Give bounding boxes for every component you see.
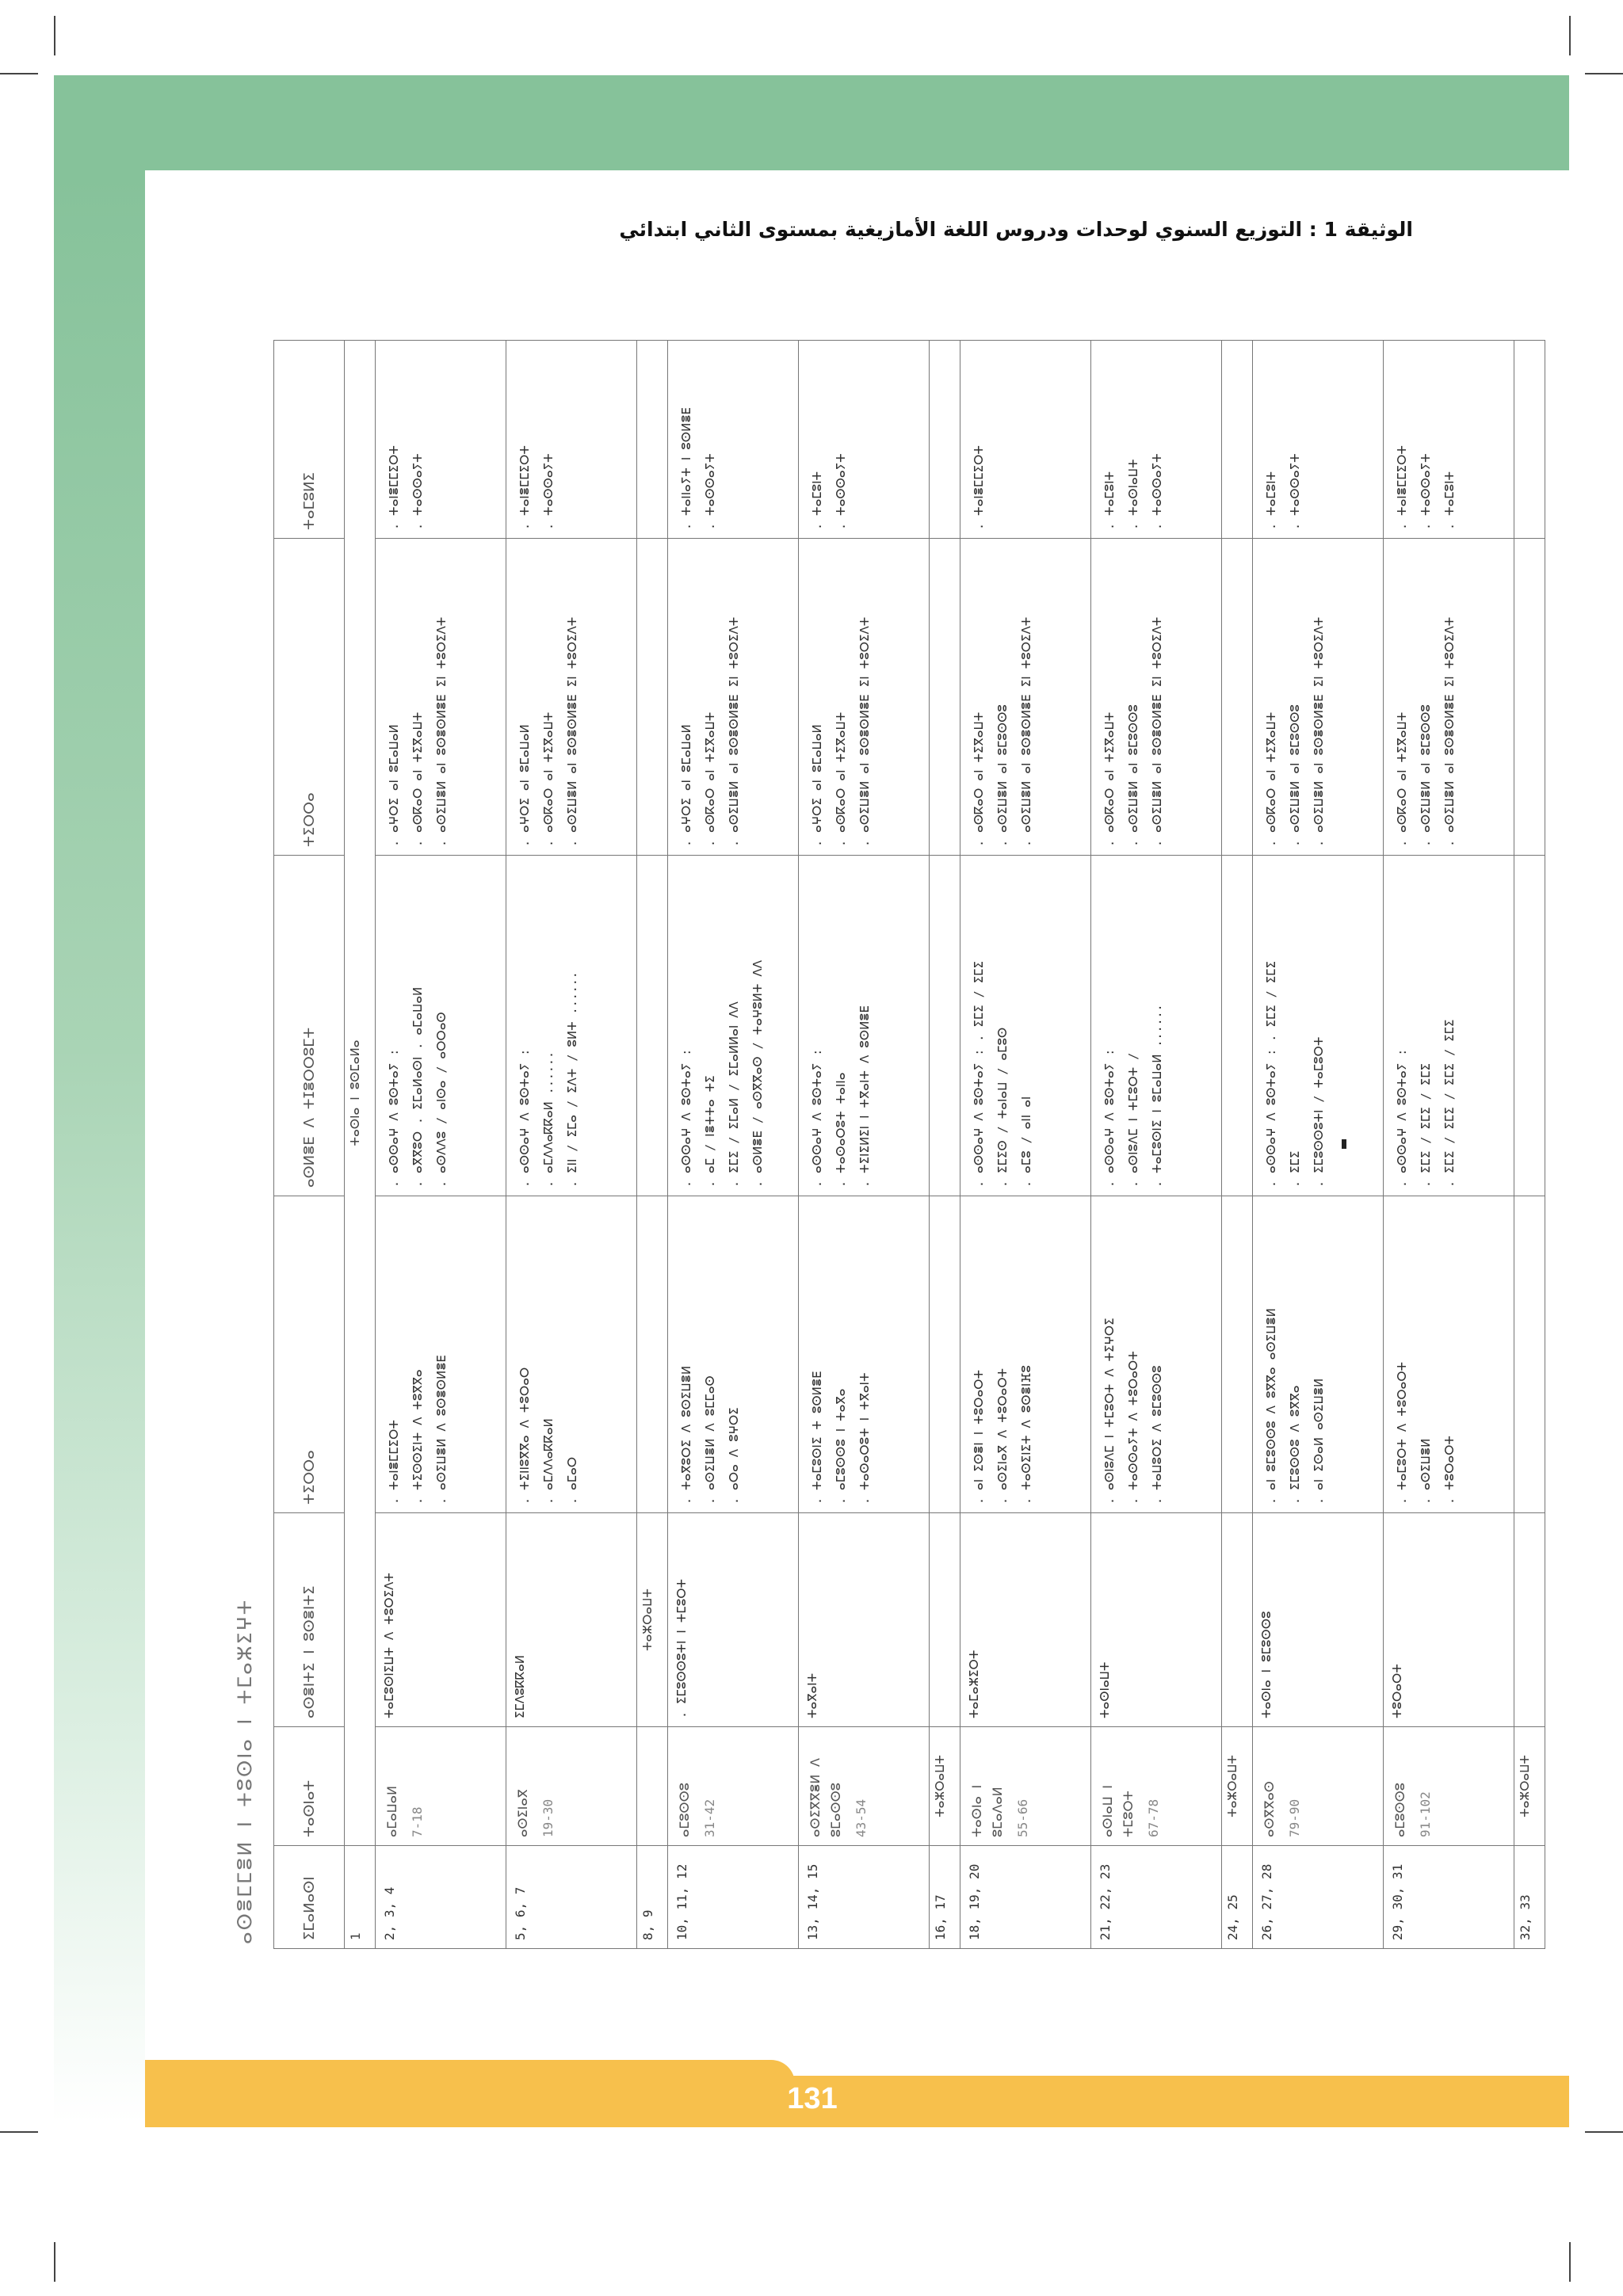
review-cell: ⵜⴰⵣⵔⴰⵡⵜ bbox=[1222, 1727, 1253, 1846]
module-pages: 19-30 bbox=[540, 1798, 556, 1837]
crop-mark-top-left-h bbox=[0, 73, 38, 74]
grammar-cell bbox=[1091, 856, 1222, 1196]
module-pages: 7-18 bbox=[410, 1806, 425, 1837]
side-green-band bbox=[54, 170, 145, 2123]
grammar-item: . ⵉⵏⵏ / ⵉⵎⴰ / ⵉⴷⵜ / ⵓⵍⵜ ...... bbox=[565, 971, 579, 1188]
reading-item: . ⴰⵙⴽⴰⵔ ⴰⵏ ⵜⵉⴳⴰⵡⵜ bbox=[1264, 711, 1278, 847]
reading-item: . ⴰⵙⵉⵡⴻⵍ ⴰⵏ ⵓⵙⴻⵙⵍⴻⴹ ⵉⵏ ⵜⵓⵔⵉⴷⵜ bbox=[565, 616, 579, 847]
grammar-item: . ⴰⵙⵙⴰⵖ ⴷ ⵓⵙⵜⴰⵢ : bbox=[1102, 1048, 1117, 1188]
module-cell bbox=[1384, 1727, 1514, 1846]
reading-item: . ⴰⵙⵉⵡⴻⵍ ⴰⵏ ⵓⵙⴻⵙⵍⴻⴹ ⵉⵏ ⵜⵓⵔⵉⴷⵜ bbox=[1312, 616, 1326, 847]
values-cell bbox=[799, 341, 930, 539]
values-cell bbox=[506, 341, 637, 539]
grammar-item: . ⴰⵙⵙⴰⵖ ⴷ ⵓⵙⵜⴰⵢ : bbox=[810, 1048, 824, 1188]
grammar-cell bbox=[1253, 856, 1384, 1196]
reading-cell bbox=[799, 539, 930, 856]
review-cell bbox=[930, 1196, 960, 1513]
review-cell: ⵜⴰⵣⵔⴰⵡⵜ bbox=[930, 1727, 960, 1846]
grammar-item: . ⴰⵙⵙⴰⵖ ⴷ ⵓⵙⵜⴰⵢ : . ⵉⵎⵉ / ⵉⵎⵉ bbox=[972, 961, 986, 1188]
week-cell: 8, 9 bbox=[637, 1846, 668, 1949]
reading-item: . ⴰⵖⵔⵉ ⴰⵏ ⵓⵎⴰⵡⴰⵍ bbox=[517, 724, 532, 847]
skill-item: . ⴰⵏ ⵉⵙⴻⵏ ⵏ ⵜⵓⵔⴰⵔⵜ bbox=[972, 1369, 986, 1505]
week-cell: 18, 19, 20 bbox=[960, 1846, 1091, 1949]
values-cell bbox=[668, 341, 799, 539]
distribution-table bbox=[273, 340, 1545, 1949]
module-name: ⴰⵎⵓⵙⵙⵓ bbox=[677, 1783, 692, 1837]
lesson-cell: ⵜⴰⵎⵓⵙⵏⵉⵡⵜ ⴷ ⵜⵓⵔⵉⴷⵜ bbox=[376, 1513, 506, 1727]
skill-item: . ⴰⵏ ⵓⵎⵓⵙⵙⵓ ⴷ ⵓⴳⴳⴰ ⴰⵙⵉⵡⴻⵍ bbox=[1264, 1308, 1278, 1505]
grammar-item: . ⵉⵎⵉⵙ / ⵜⴰⵏⴰⵡ / ⴰⵎⵓⵙ bbox=[995, 1027, 1010, 1188]
crop-mark-top-right-h bbox=[1585, 73, 1623, 74]
skill-item: . ⵜⴰⵎⵓⵔⵜ ⴷ ⵜⵓⵔⴰⵔⵜ bbox=[1395, 1361, 1409, 1505]
review-cell bbox=[930, 856, 960, 1196]
skills-cell bbox=[1384, 1196, 1514, 1513]
grammar-item: . ⵉⵎⵉ bbox=[1288, 1150, 1302, 1188]
review-cell bbox=[637, 856, 668, 1196]
reading-item: . ⴰⵙⵉⵡⴻⵍ ⴰⵏ ⵓⵙⴻⵙⵍⴻⴹ ⵉⵏ ⵜⵓⵔⵉⴷⵜ bbox=[727, 616, 741, 847]
module-cell bbox=[960, 1727, 1091, 1846]
skill-item: . ⵜⴰⵙⵉⵏⵉⵜ ⴷ ⵓⵙⴻⵏⴼⵓ bbox=[1019, 1365, 1033, 1505]
review-cell bbox=[1514, 856, 1545, 1196]
value-item: . ⵜⴰⵙⵙⴰⵢⵜ bbox=[1150, 453, 1164, 530]
values-cell bbox=[1091, 341, 1222, 539]
reading-item: . ⴰⵙⵉⵡⴻⵍ ⴰⵏ ⵓⵙⴻⵙⵍⴻⴹ ⵉⵏ ⵜⵓⵔⵉⴷⵜ bbox=[434, 616, 449, 847]
skill-item: . ⵜⴰⵙⴰⵔⵓⵜ ⵏ ⵜⴳⴰⵏⵜ bbox=[857, 1372, 872, 1505]
review-cell bbox=[1514, 1196, 1545, 1513]
skills-cell bbox=[960, 1196, 1091, 1513]
grammar-item: . ⴰⵎⵓ / ⴰⵏⵏ ⴰⵏ bbox=[1019, 1096, 1033, 1188]
review-cell bbox=[1222, 1513, 1253, 1727]
review-cell bbox=[637, 539, 668, 856]
header-weeks: ⵉⵎⴰⵍⴰⵙⵏ bbox=[274, 1846, 345, 1949]
header-module: ⵜⴰⵙⵏⴰⵜ bbox=[274, 1727, 345, 1846]
reading-item: . ⴰⵙⴽⴰⵔ ⴰⵏ ⵜⵉⴳⴰⵡⵜ bbox=[972, 711, 986, 847]
skill-item: . ⴰⵙⵉⵏⴰⴳ ⴷ ⵜⵓⵔⴰⵔⵜ bbox=[995, 1367, 1010, 1505]
week-cell: 24, 25 bbox=[1222, 1846, 1253, 1949]
skill-item: . ⴰⵙⵏⵓⴷⵎ ⵏ ⵜⵎⵓⵔⵜ ⴷ ⵜⵉⵖⵔⵉ bbox=[1102, 1318, 1117, 1505]
value-item: . ⵜⴰⵙⵏⴰⵡⵜ bbox=[1126, 459, 1140, 530]
module-name: ⴰⵙⴳⴳⴰⵙ bbox=[1262, 1781, 1277, 1837]
reading-item: . ⴰⵙⴽⴰⵔ ⴰⵏ ⵜⵉⴳⴰⵡⵜ bbox=[1395, 711, 1409, 847]
lesson-cell: ⵜⵓⵔⴰⵔⵜ bbox=[1384, 1513, 1514, 1727]
value-item: . ⵜⴰⵙⵙⴰⵢⵜ bbox=[1419, 453, 1433, 530]
reading-item: . ⴰⵙⵉⵡⴻⵍ ⴰⵏ ⵓⵙⴻⵙⵍⴻⴹ ⵉⵏ ⵜⵓⵔⵉⴷⵜ bbox=[857, 616, 872, 847]
reading-item: . ⴰⵙⵉⵡⴻⵍ ⴰⵏ ⵓⵙⴻⵙⵍⴻⴹ ⵉⵏ ⵜⵓⵔⵉⴷⵜ bbox=[1019, 616, 1033, 847]
review-cell bbox=[930, 341, 960, 539]
lesson-cell: . ⵉⵎⵓⵙⵙⵓⵜⵏ ⵏ ⵜⵎⵓⵔⵜ bbox=[668, 1513, 799, 1727]
reading-item: . ⴰⵙⵉⵡⴻⵍ ⴰⵏ ⵓⵙⴻⵙⵍⴻⴹ ⵉⵏ ⵜⵓⵔⵉⴷⵜ bbox=[1442, 616, 1457, 847]
grammar-cell bbox=[960, 856, 1091, 1196]
skill-item: . ⵜⴰⵎⵓⵙⵏⵉ ⵜ ⵓⵙⵍⴻⴹ bbox=[810, 1371, 824, 1505]
table-row bbox=[668, 341, 799, 1949]
reading-item: . ⴰⵙⵉⵡⴻⵍ ⴰⵏ ⵓⵎⵓⵙⵙⵓ bbox=[1288, 704, 1302, 847]
value-item: . ⵜⴰⵎⵓⵏⵜ bbox=[810, 471, 824, 530]
grammar-item: . ⴰⵙⵏⵓⴷⵎ ⵏ ⵜⵎⵓⵔⵜ / bbox=[1126, 1052, 1140, 1188]
header-reading: ⵜⵉⵔⵔⴰ bbox=[274, 539, 345, 856]
module-pages: 91-102 bbox=[1418, 1791, 1433, 1837]
lesson-cell: ⵉⵎⴷⵓⴽⴽⴰⵍ bbox=[506, 1513, 637, 1727]
module-name: ⴰⵙⵉⴳⴳⴻⵍ ⴷ ⵓⵎⴰⵙⵙⵓ bbox=[808, 1758, 843, 1837]
module-name: ⴰⵎⴰⵡⴰⵍ bbox=[384, 1786, 399, 1837]
grammar-cell bbox=[1384, 856, 1514, 1196]
module-cell bbox=[1091, 1727, 1222, 1846]
skills-cell bbox=[1091, 1196, 1222, 1513]
header-lesson: ⴰⵙⴻⵏⵜⵉ ⵏ ⵓⵙⴻⵏⵜⵉ bbox=[274, 1513, 345, 1727]
crop-mark-bottom-right-v bbox=[1569, 2242, 1571, 2282]
module-cell bbox=[799, 1727, 930, 1846]
module-pages: 55-66 bbox=[1015, 1798, 1030, 1837]
reading-cell bbox=[1384, 539, 1514, 856]
header-values: ⵜⴰⵎⵓⵍⵉ bbox=[274, 341, 345, 539]
review-row bbox=[1222, 341, 1253, 1949]
review-cell bbox=[1222, 1196, 1253, 1513]
value-item: . ⵜⴰⵏⴻⵎⵎⵉⵔⵜ bbox=[1395, 445, 1409, 530]
grammar-item: . ⵜⴰⵎⵓⵙⵏⵉ ⵏ ⵓⵎⴰⵡⴰⵍ ...... bbox=[1150, 1004, 1164, 1188]
reading-item: . ⴰⵙⴽⴰⵔ ⴰⵏ ⵜⵉⴳⴰⵡⵜ bbox=[411, 711, 425, 847]
review-cell bbox=[637, 1727, 668, 1846]
grammar-cell bbox=[668, 856, 799, 1196]
skills-cell bbox=[1253, 1196, 1384, 1513]
module-pages: 31-42 bbox=[702, 1798, 717, 1837]
table-header-row bbox=[274, 341, 345, 1949]
values-cell bbox=[960, 341, 1091, 539]
value-item: . ⵜⴰⵏⵏⴰⵢⵜ ⵏ ⵓⵙⵍⴻⴹ bbox=[679, 406, 693, 530]
week-cell: 10, 11, 12 bbox=[668, 1846, 799, 1949]
reading-item: . ⴰⵙⵉⵡⴻⵍ ⴰⵏ ⵓⵎⵓⵙⵙⵓ bbox=[1126, 704, 1140, 847]
skill-item: . ⴰⵔⴰ ⴷ ⵓⵖⵔⵉ bbox=[727, 1407, 741, 1505]
skill-item: . ⵜⵉⵙⵙⵉⵏⵜ ⴷ ⵜⵓⴳⴳⴰ bbox=[411, 1369, 425, 1505]
review-cell bbox=[1222, 856, 1253, 1196]
table-row bbox=[506, 341, 637, 1949]
page-number: 131 bbox=[787, 2082, 838, 2115]
header-grammar: ⴰⵙⵍⴻⴹ ⴷ ⵜⵊⴻⵔⵔⵓⵎⵜ bbox=[274, 856, 345, 1196]
value-item: . ⵜⴰⵙⵙⴰⵢⵜ bbox=[834, 453, 848, 530]
reading-item: . ⴰⵙⵉⵡⴻⵍ ⴰⵏ ⵓⵎⵓⵙⵙⵓ bbox=[995, 704, 1010, 847]
grammar-item: . ⵉⵎⵉ / ⵉⵎⴰⵍ / ⵉⵎⴰⵍⵍⴰⵏ ⴷⴷ bbox=[727, 1001, 741, 1188]
week-cell: 21, 22, 23 bbox=[1091, 1846, 1222, 1949]
reading-cell bbox=[1253, 539, 1384, 856]
module-cell bbox=[668, 1727, 799, 1846]
week-cell: 5, 6, 7 bbox=[506, 1846, 637, 1949]
skills-cell bbox=[668, 1196, 799, 1513]
review-row bbox=[1514, 341, 1545, 1949]
skill-item: . ⴰⵏ ⵉⵙⴰⵍ ⴰⵙⵉⵡⴻⵍ bbox=[1312, 1378, 1326, 1505]
skill-item: . ⴰⵎⴰⵔ bbox=[565, 1456, 579, 1505]
review-cell: ⵜⴰⵣⵔⴰⵡⵜ bbox=[637, 1513, 668, 1727]
grammar-item: . ⴰⵙⴷⴷⵓ / ⴰⵏⵙⴰ / ⴰⵔⵔⴰⵙ bbox=[434, 1012, 449, 1188]
value-item: . ⵜⴰⵎⵓⵏⵜ bbox=[1102, 471, 1117, 530]
review-cell bbox=[930, 539, 960, 856]
grammar-item: . ⴰⵙⵍⴻⴹ / ⴰⵙⴳⴳⴰⵙ / ⵜⴰⵖⵓⵍⵜ ⴷⴷ bbox=[750, 960, 765, 1188]
skill-item: . ⵜⴰⵡⵓⵔⵉ ⴷ ⵓⵎⵓⵙⵙⵓ bbox=[1150, 1365, 1164, 1505]
grammar-item: . ⴰⴳⴳⵓⵔ . ⵉⵎⴰⵍⴰⵙⵏ . ⴰⵎⴰⵡⴰⵍ bbox=[411, 986, 425, 1188]
grammar-item: . ⴰⵙⵙⴰⵖ ⴷ ⵓⵙⵜⴰⵢ : bbox=[1395, 1048, 1409, 1188]
review-cell bbox=[1222, 341, 1253, 539]
skill-item: . ⴰⵙⵉⵡⴻⵍ ⴷ ⵓⵙⴻⵙⵍⴻⴹ bbox=[434, 1355, 449, 1505]
module-name: ⴰⵎⵓⵙⵙⵓ bbox=[1392, 1783, 1407, 1837]
grammar-item: . ⵉⵎⵓⵙⵙⵓⵜⵏ / ⵜⴰⵎⵓⵔⵜ bbox=[1312, 1036, 1326, 1188]
crop-mark-top-right-v bbox=[1569, 16, 1571, 55]
week-cell: 13, 14, 15 bbox=[799, 1846, 930, 1949]
value-item: . ⵜⴰⵎⵓⵏⵜ bbox=[1264, 471, 1278, 530]
table-row bbox=[960, 341, 1091, 1949]
week-cell: 16, 17 bbox=[930, 1846, 960, 1949]
grammar-item: . ⴰⵙⵙⴰⵖ ⴷ ⵓⵙⵜⴰⵢ : . ⵉⵎⵉ / ⵉⵎⵉ bbox=[1264, 961, 1278, 1188]
grammar-item: . ⴰⵙⵙⴰⵖ ⴷ ⵓⵙⵜⴰⵢ : bbox=[679, 1048, 693, 1188]
grammar-item: . ⴰⵎ / ⵏⴻⵜⵜⴰ ⵜⵉ bbox=[703, 1075, 717, 1188]
grammar-item: . ⵜⵉⵏⵉⵍⵉⵏ ⵏ ⵜⴳⴰⵏⵜ ⴷ ⵓⵙⵍⴻⴹ bbox=[857, 1005, 872, 1188]
module-name: ⴰⵙⵉⵏⴰⴳ bbox=[515, 1789, 530, 1837]
skill-item: . ⴰⵙⵉⵡⴻⵍ bbox=[1419, 1438, 1433, 1505]
lesson-cell: ⵜⴰⵎⴰⵣⵉⵔⵜ bbox=[960, 1513, 1091, 1727]
value-item: . ⵜⴰⵎⵓⵏⵜ bbox=[1442, 471, 1457, 530]
reading-cell bbox=[960, 539, 1091, 856]
table-body bbox=[345, 341, 1545, 1949]
reading-item: . ⴰⵙⵉⵡⴻⵍ ⴰⵏ ⵓⵎⵓⵙⵙⵓ bbox=[1419, 704, 1433, 847]
grammar-cell bbox=[799, 856, 930, 1196]
reading-item: . ⴰⵙⴽⴰⵔ ⴰⵏ ⵜⵉⴳⴰⵡⵜ bbox=[834, 711, 848, 847]
value-item: . ⵜⴰⵙⵙⴰⵢⵜ bbox=[1288, 453, 1302, 530]
reading-cell bbox=[506, 539, 637, 856]
review-cell: ⵜⴰⵣⵔⴰⵡⵜ bbox=[1514, 1727, 1545, 1846]
week-cell: 2, 3, 4 bbox=[376, 1846, 506, 1949]
skill-item: . ⵜⵓⵔⴰⵔⵜ bbox=[1442, 1436, 1457, 1505]
week-cell: 1 bbox=[345, 1846, 376, 1949]
review-row bbox=[930, 341, 960, 1949]
values-cell bbox=[1253, 341, 1384, 539]
skill-item: . ⴰⵎⴷⴷⴰⴽⴽⴰⵍ bbox=[541, 1418, 556, 1505]
module-pages: 43-54 bbox=[854, 1798, 869, 1837]
reading-item: . ⴰⵙⴽⴰⵔ ⴰⵏ ⵜⵉⴳⴰⵡⵜ bbox=[541, 711, 556, 847]
review-cell bbox=[1514, 1513, 1545, 1727]
value-item: . ⵜⴰⵏⴻⵎⵎⵉⵔⵜ bbox=[972, 445, 986, 530]
skill-item: . ⵜⴰⵙⵙⴰⵢⵜ ⴷ ⵜⵓⵔⴰⵔⵜ bbox=[1126, 1351, 1140, 1505]
grammar-cell bbox=[376, 856, 506, 1196]
review-cell bbox=[930, 1513, 960, 1727]
skill-item: . ⴰⵎⵓⵙⵙⵓ ⵏ ⵜⴰⴳⴰ bbox=[834, 1388, 848, 1505]
module-pages: 79-90 bbox=[1287, 1798, 1302, 1837]
review-cell bbox=[637, 1196, 668, 1513]
values-cell bbox=[376, 341, 506, 539]
lesson-cell: ⵜⴰⴳⴰⵏⵜ bbox=[799, 1513, 930, 1727]
review-cell bbox=[1222, 539, 1253, 856]
week-cell: 29, 30, 31 bbox=[1384, 1846, 1514, 1949]
review-cell bbox=[637, 341, 668, 539]
table-row bbox=[1384, 341, 1514, 1949]
header-skills: ⵜⵉⵔⵔⴰ bbox=[274, 1196, 345, 1513]
reading-cell bbox=[668, 539, 799, 856]
reading-item: . ⴰⵙⴽⴰⵔ ⴰⵏ ⵜⵉⴳⴰⵡⵜ bbox=[703, 711, 717, 847]
review-row bbox=[637, 341, 668, 1949]
document-title: الوثيقة 1 : التوزيع السنوي لوحدات ودروس اللغة الأمازيغية بمستوى الثاني ابتدائي bbox=[619, 218, 1413, 241]
skill-item: . ⵉⵎⵓⵙⵙⵓ ⴷ ⵓⴳⴳⴰ bbox=[1288, 1385, 1302, 1505]
skill-item: . ⵜⴰⴳⵓⵔⵉ ⴷ ⵓⵙⵉⵡⴻⵍ bbox=[679, 1365, 693, 1505]
value-item: . ⵜⴰⵙⵙⴰⵢⵜ bbox=[411, 453, 425, 530]
crop-mark-top-left-v bbox=[54, 16, 55, 55]
value-item: . ⵜⴰⵏⴻⵎⵎⵉⵔⵜ bbox=[517, 445, 532, 530]
skills-cell bbox=[506, 1196, 637, 1513]
week-cell: 26, 27, 28 bbox=[1253, 1846, 1384, 1949]
reading-cell bbox=[376, 539, 506, 856]
value-item: . ⵜⴰⵏⴻⵎⵎⵉⵔⵜ bbox=[387, 445, 401, 530]
skill-item: . ⴰⵙⵉⵡⴻⵍ ⴷ ⵓⵎⵎⴰⵙ bbox=[703, 1375, 717, 1505]
unit-band-row bbox=[345, 341, 376, 1949]
reading-item: . ⴰⵖⵔⵉ ⴰⵏ ⵓⵎⴰⵡⴰⵍ bbox=[387, 724, 401, 847]
rotated-table-wrapper bbox=[234, 341, 1533, 1949]
lesson-cell: ⵜⴰⵙⵏⴰ ⵏ ⵓⵎⵓⵙⵙⵓ bbox=[1253, 1513, 1384, 1727]
table-row bbox=[799, 341, 930, 1949]
grammar-item: . ⵉⵎⵉ / ⵉⵎⵉ / ⵉⵎⵉ bbox=[1419, 1062, 1433, 1188]
grammar-item: . ⵉⵎⵉ / ⵉⵎⵉ / ⵉⵎⵉ / ⵉⵎⵉ bbox=[1442, 1019, 1457, 1188]
week-cell: 32, 33 bbox=[1514, 1846, 1545, 1949]
unit-label: ⵜⴰⵙⵏⴰ ⵏ ⵓⵙⵎⴰⵍⴰ bbox=[345, 341, 376, 1846]
skills-cell bbox=[799, 1196, 930, 1513]
review-cell bbox=[1514, 539, 1545, 856]
review-cell bbox=[1514, 341, 1545, 539]
module-cell bbox=[376, 1727, 506, 1846]
grammar-item: . ⵜⴰⵙⴰⵔⵓⵜ ⵜⴰⵏⵏⴰ bbox=[834, 1072, 848, 1188]
skills-cell bbox=[376, 1196, 506, 1513]
module-name: ⵜⴰⵙⵏⴰ ⵏ ⵓⵎⴰⴷⴰⵍ bbox=[969, 1784, 1005, 1837]
reading-cell bbox=[1091, 539, 1222, 856]
grammar-cell bbox=[506, 856, 637, 1196]
module-cell bbox=[506, 1727, 637, 1846]
lesson-cell: ⵜⴰⵙⵏⴰⵡⵜ bbox=[1091, 1513, 1222, 1727]
table-caption: ⴰⵙⴻⵎⵎⴻⵍ ⵏ ⵜⵓⵙⵏⴰ ⵏ ⵜⵎⴰⵣⵉⵖⵜ bbox=[234, 1598, 256, 1944]
crop-mark-bottom-left-h bbox=[0, 2131, 38, 2133]
module-name: ⴰⵙⵏⴰⵡ ⵏ ⵜⵎⵓⵔⵜ bbox=[1100, 1785, 1136, 1837]
table-row bbox=[1091, 341, 1222, 1949]
rotated-table-inner bbox=[234, 341, 1533, 1949]
grammar-item: . ⴰⵙⵙⴰⵖ ⴷ ⵓⵙⵜⴰⵢ : bbox=[517, 1048, 532, 1188]
module-cell bbox=[1253, 1727, 1384, 1846]
reading-item: . ⴰⵙⴽⴰⵔ ⴰⵏ ⵜⵉⴳⴰⵡⵜ bbox=[1102, 711, 1117, 847]
skill-item: . ⵜⴰⵏⴻⵎⵎⵉⵔⵜ bbox=[387, 1420, 401, 1505]
header-green-band bbox=[54, 75, 1569, 170]
value-item: . ⵜⴰⵙⵙⴰⵢⵜ bbox=[703, 453, 717, 530]
grammar-item: . ⴰⵙⵙⴰⵖ ⴷ ⵓⵙⵜⴰⵢ : bbox=[387, 1048, 401, 1188]
skill-item: . ⵜⵉⵏⵏⵓⴳⴳⴰ ⴷ ⵜⵓⵔⴰⵔ bbox=[517, 1367, 532, 1505]
table-row bbox=[376, 341, 506, 1949]
reading-item: . ⴰⵙⵉⵡⴻⵍ ⴰⵏ ⵓⵙⴻⵙⵍⴻⴹ ⵉⵏ ⵜⵓⵔⵉⴷⵜ bbox=[1150, 616, 1164, 847]
crop-mark-bottom-left-v bbox=[54, 2242, 55, 2282]
value-item: . ⵜⴰⵙⵙⴰⵢⵜ bbox=[541, 453, 556, 530]
grammar-item: . ⴰⵎⴷⴷⴰⴽⴽⴰⵍ ...... bbox=[541, 1051, 556, 1188]
values-cell bbox=[1384, 341, 1514, 539]
crop-mark-bottom-right-h bbox=[1585, 2131, 1623, 2133]
module-pages: 67-78 bbox=[1146, 1798, 1161, 1837]
reading-item: . ⴰⵖⵔⵉ ⴰⵏ ⵓⵎⴰⵡⴰⵍ bbox=[810, 724, 824, 847]
table-row bbox=[1253, 341, 1384, 1949]
reading-item: . ⴰⵖⵔⵉ ⴰⵏ ⵓⵎⴰⵡⴰⵍ bbox=[679, 724, 693, 847]
